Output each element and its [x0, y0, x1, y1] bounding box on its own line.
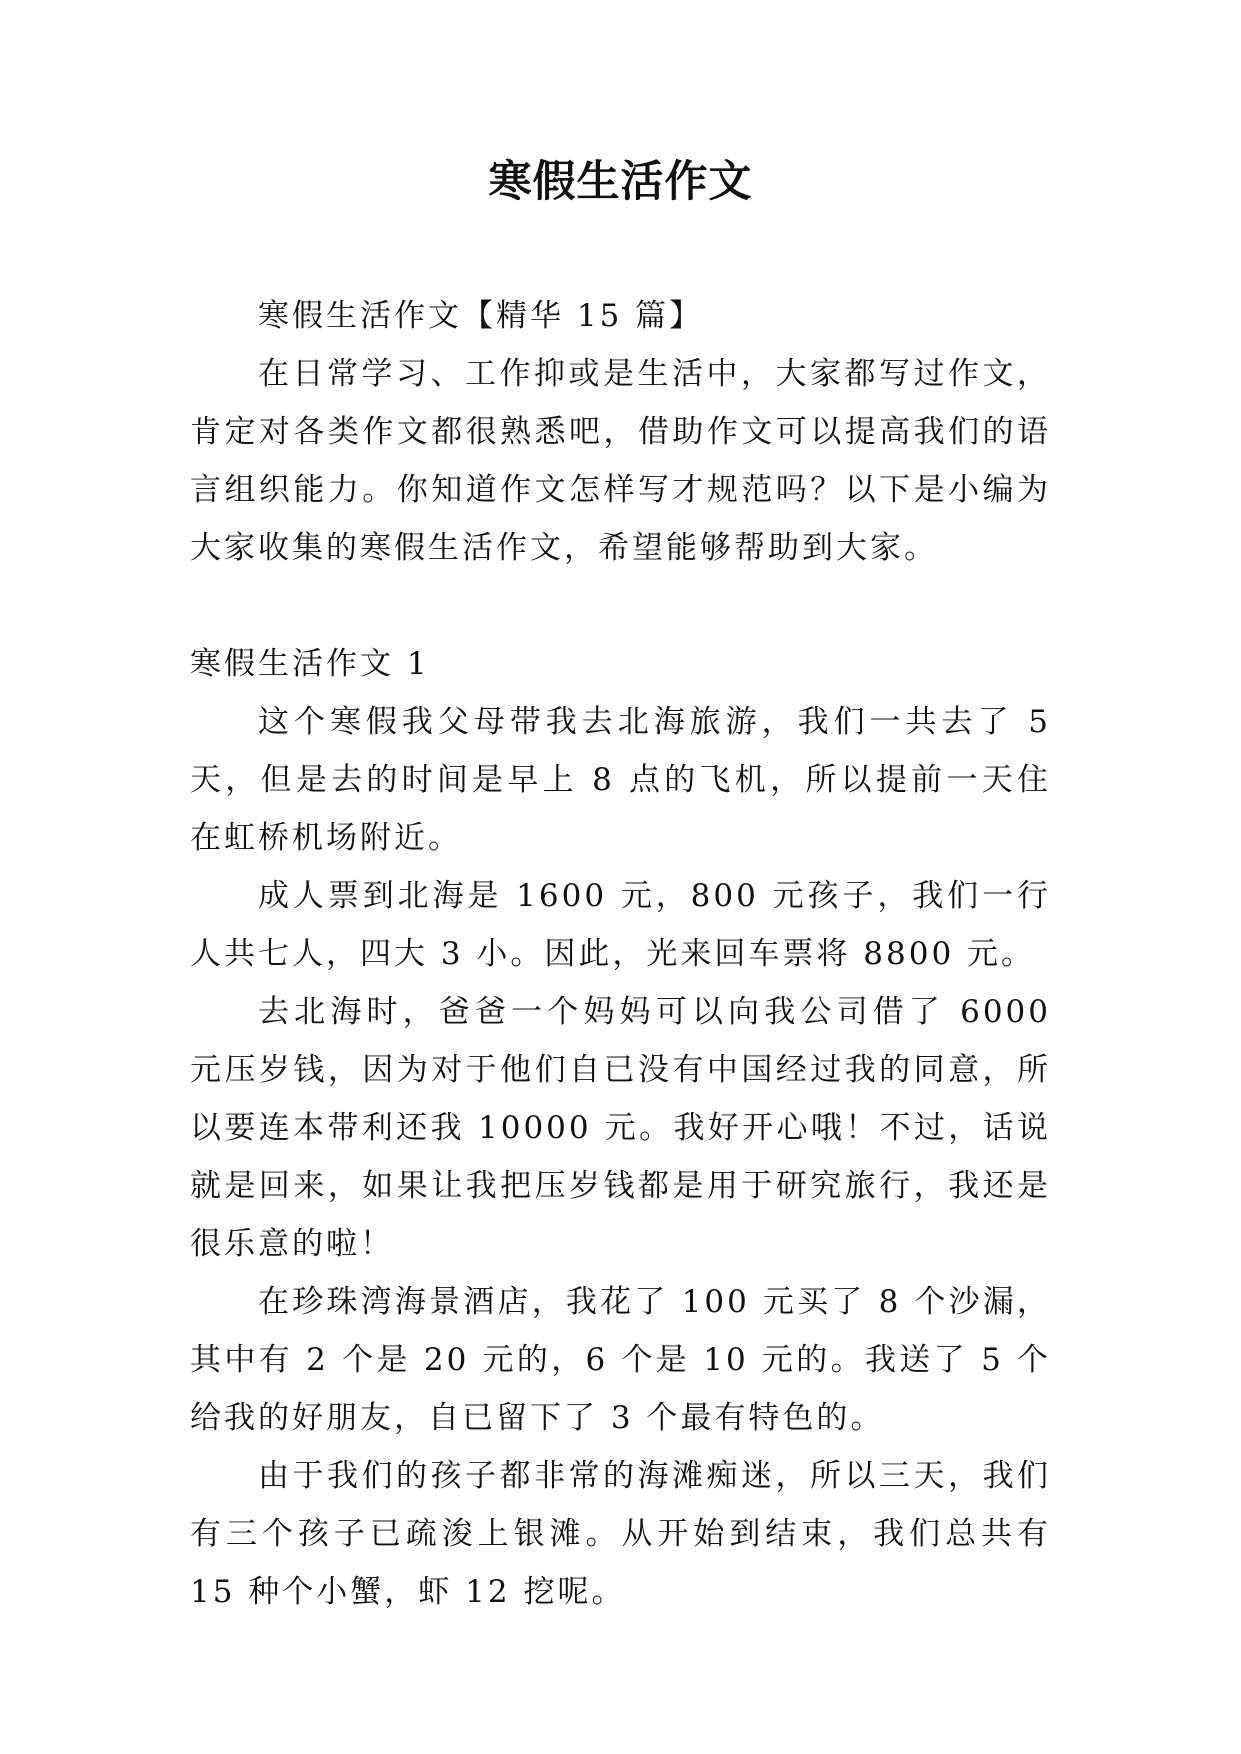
- section-spacer: [190, 577, 1051, 635]
- document-title: 寒假生活作文: [488, 157, 753, 207]
- intro-paragraph: 在日常学习、工作抑或是生活中，大家都写过作文，肯定对各类作文都很熟悉吧，借助作文可以提高我们的语言组织能力。你知道作文怎样写才规范吗？以下是小编为大家收集的寒假生活作文，希望能够帮助到大家。: [190, 356, 1051, 566]
- document-subtitle: 寒假生活作文【精华 15 篇】: [258, 298, 704, 334]
- body-paragraph: 去北海时，爸爸一个妈妈可以向我公司借了 6000 元压岁钱，因为对于他们自已没有中国经过我的同意，所以要连本带利还我 10000 元。我好开心哦！不过，话说就是回来，如果让我把压岁钱都是用于研究旅行，我还是很乐意的啦！: [190, 994, 1051, 1262]
- section-heading: 寒假生活作文 1: [190, 646, 430, 682]
- document-body: [190, 287, 1051, 1621]
- body-paragraph: 这个寒假我父母带我去北海旅游，我们一共去了 5 天，但是去的时间是早上 8 点的飞机，所以提前一天住在虹桥机场附近。: [190, 704, 1051, 856]
- body-paragraph: 成人票到北海是 1600 元，800 元孩子，我们一行人共七人，四大 3 小。因此，光来回车票将 8800 元。: [190, 878, 1051, 972]
- body-paragraph: 在珍珠湾海景酒店，我花了 100 元买了 8 个沙漏，其中有 2 个是 20 元的，6 个是 10 元的。我送了 5 个给我的好朋友，自已留下了 3 个最有特色的。: [190, 1284, 1051, 1436]
- body-paragraph: 由于我们的孩子都非常的海滩痴迷，所以三天，我们有三个孩子已疏浚上银滩。从开始到结束，我们总共有 15 种个小蟹，虾 12 挖呢。: [190, 1458, 1051, 1610]
